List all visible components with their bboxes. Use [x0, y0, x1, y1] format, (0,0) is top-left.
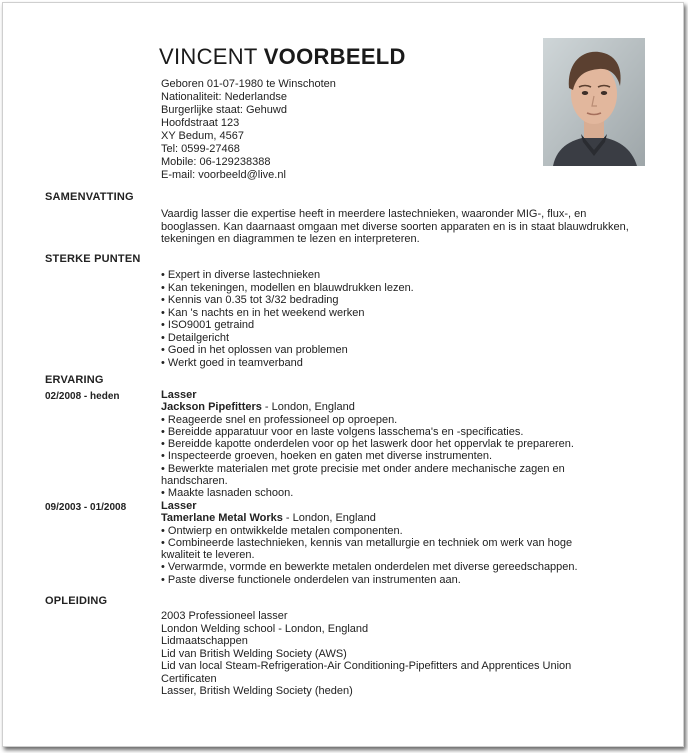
list-item: • Bewerkte materialen met grote precisie met onder andere mechanische zagen en — [161, 462, 565, 475]
list-item: 2003 Professioneel lasser — [161, 610, 288, 622]
job-2 — [161, 500, 578, 586]
job-2-location: - London, England — [282, 512, 376, 525]
list-item: Lid van local Steam-Refrigeration-Air Conditioning-Pipefitters and Apprentices Union — [161, 660, 572, 672]
list-item: • Maakte lasnaden schoon. — [161, 487, 294, 500]
phone: Tel: 0599-27468 — [161, 143, 240, 155]
job-2-company: Tamerlane Metal Works — [161, 512, 283, 525]
strengths-heading: STERKE PUNTEN — [45, 253, 141, 265]
job-2-employer — [161, 512, 578, 524]
job-2-title: Lasser — [161, 500, 197, 512]
contact-details — [161, 78, 336, 182]
job-1 — [161, 389, 574, 500]
list-item: • Verwarmde, vormde en bewerkte metalen onderdelen met diverse gereedschappen. — [161, 561, 578, 574]
list-item: • Kan 's nachts en in het weekend werken — [161, 306, 365, 319]
summary-text: Vaardig lasser die expertise heeft in meerdere lastechnieken, waaronder MIG-, flux-, en booglassen. Kan daarnaast omgaan met diverse soorten apparaten en is in staat blauwdrukken, tekeningen en diagrammen te lezen en interpreteren. — [161, 208, 629, 245]
list-item: • Reageerde snel en professioneel op oproepen. — [161, 413, 398, 426]
education-list — [161, 610, 571, 698]
list-item: • Bereidde kapotte onderdelen voor op het laswerk door het oppervlak te prepareren. — [161, 438, 574, 451]
list-item: Lasser, British Welding Society (heden) — [161, 685, 353, 697]
experience-heading: ERVARING — [45, 374, 104, 386]
list-item: • Goed in het oplossen van problemen — [161, 344, 348, 356]
list-item: Lid van British Welding Society (AWS) — [161, 647, 347, 660]
list-item: • Kennis van 0.35 tot 3/32 bedrading — [161, 294, 339, 306]
list-item: • Paste diverse functionele onderdelen van instrumenten aan. — [161, 573, 461, 586]
marital-status: Burgerlijke staat: Gehuwd — [161, 104, 287, 116]
list-item: • Expert in diverse lastechnieken — [161, 269, 321, 281]
list-item: • ISO9001 getraind — [161, 319, 255, 331]
mobile: Mobile: 06-129238388 — [161, 156, 271, 168]
education-heading: OPLEIDING — [45, 595, 108, 607]
list-item: • Ontwierp en ontwikkelde metalen componenten. — [161, 524, 403, 537]
list-item: • Werkt goed in teamverband — [161, 356, 303, 369]
resume-page — [2, 2, 684, 747]
list-item: Certificaten — [161, 672, 217, 685]
street-address: Hoofdstraat 123 — [161, 117, 240, 129]
list-item: • Inspecteerde groeven, hoeken en gaten met diverse instrumenten. — [161, 450, 492, 463]
list-item: • Detailgericht — [161, 331, 230, 344]
job-1-company: Jackson Pipefitters — [161, 401, 262, 414]
list-item: handscharen. — [161, 475, 228, 488]
list-item: kwaliteit te leveren. — [161, 549, 255, 562]
strengths-list — [161, 269, 414, 369]
list-item: • Kan tekeningen, modellen en blauwdrukken lezen. — [161, 281, 414, 294]
list-item: • Combineerde lastechnieken, kennis van metallurgie en techniek om werk van hoge — [161, 536, 573, 549]
nationality: Nationaliteit: Nederlandse — [161, 91, 287, 103]
list-item: London Welding school - London, England — [161, 622, 369, 635]
postal-city: XY Bedum, 4567 — [161, 130, 244, 142]
list-item: Lidmaatschappen — [161, 635, 248, 647]
job-2-dates: 09/2003 - 01/2008 — [45, 502, 127, 513]
last-name: VOORBEELD — [263, 44, 406, 69]
profile-photo — [543, 38, 645, 166]
first-name: VINCENT — [159, 44, 258, 69]
job-1-location: - London, England — [261, 401, 355, 414]
job-1-title: Lasser — [161, 389, 197, 401]
candidate-name — [159, 44, 406, 70]
job-1-dates: 02/2008 - heden — [45, 391, 120, 402]
birth-info: Geboren 01-07-1980 te Winschoten — [161, 78, 336, 90]
summary-heading: SAMENVATTING — [45, 191, 134, 203]
list-item: • Bereidde apparatuur voor en laste volgens lasschema's en -specificaties. — [161, 425, 524, 438]
job-1-employer — [161, 401, 574, 413]
email: E-mail: voorbeeld@live.nl — [161, 169, 286, 181]
